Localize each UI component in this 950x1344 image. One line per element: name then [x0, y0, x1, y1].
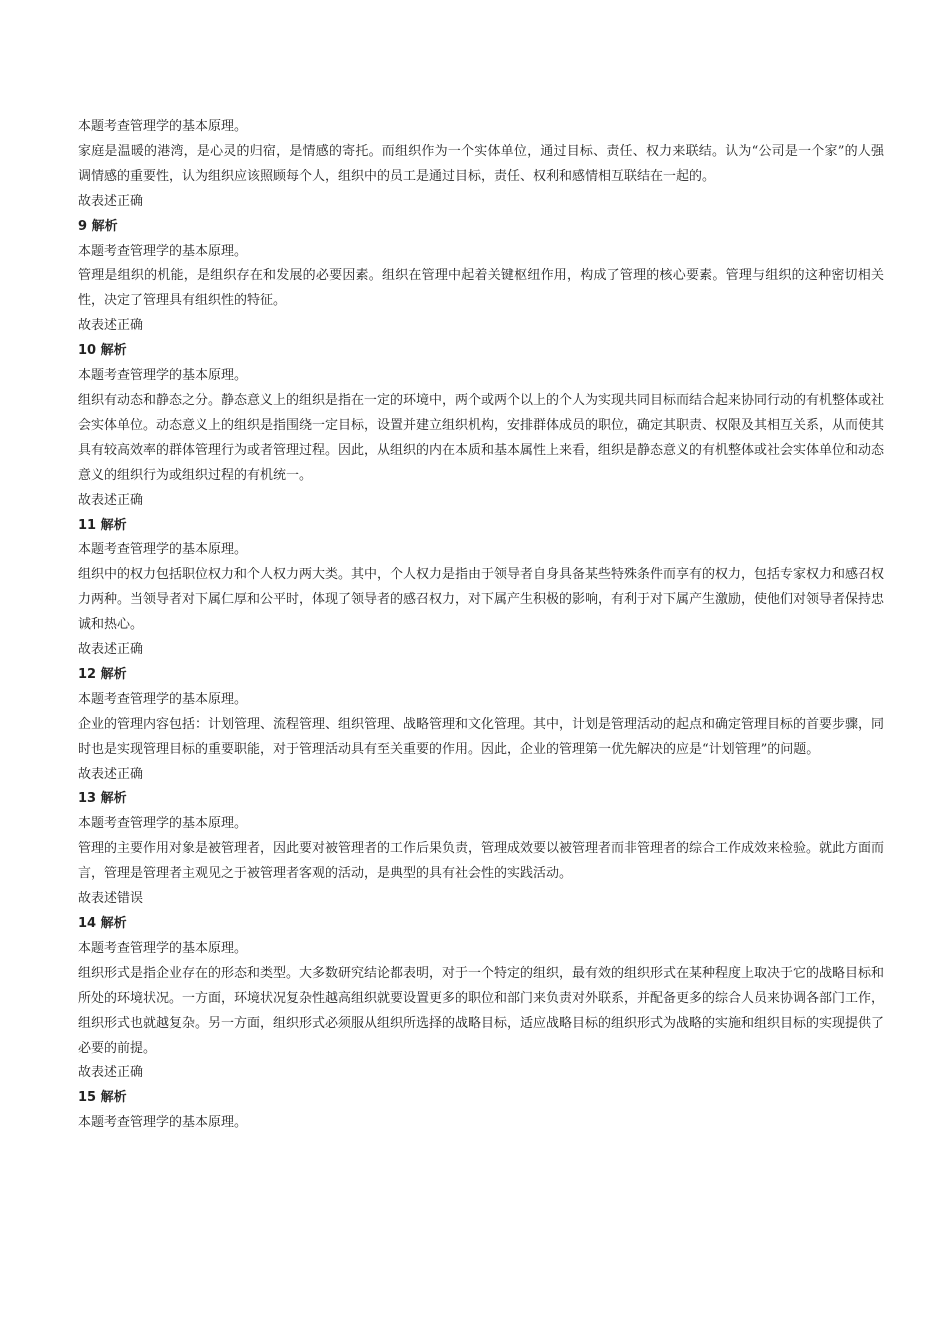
section-heading: 15 解析 [78, 1090, 127, 1106]
section-topic: 本题考查管理学的基本原理。 [78, 691, 248, 707]
section-topic: 本题考查管理学的基本原理。 [78, 542, 248, 558]
intro-explanation: 家庭是温暖的港湾，是心灵的归宿，是情感的寄托。而组织作为一个实体单位，通过目标、责任、权力来联结。认为“公司是一个家”的人强调情感的重要性，认为组织应该照顾每个人，组织中的员工是通过目标，责任、权利和感情相互联结在一起的。 [78, 143, 884, 184]
section-topic: 本题考查管理学的基本原理。 [78, 940, 248, 956]
intro-verdict: 故表述正确 [78, 193, 144, 209]
section-explanation: 管理是组织的机能，是组织存在和发展的必要因素。组织在管理中起着关键枢纽作用，构成了管理的核心要素。管理与组织的这种密切相关性，决定了管理具有组织性的特征。 [78, 268, 884, 309]
section-10 [78, 339, 884, 513]
section-13 [78, 787, 884, 912]
section-explanation: 企业的管理内容包括：计划管理、流程管理、组织管理、战略管理和文化管理。其中，计划是管理活动的起点和确定管理目标的首要步骤，同时也是实现管理目标的重要职能，对于管理活动具有至关重要的作用。因此，企业的管理第一优先解决的应是“计划管理”的问题。 [78, 716, 885, 757]
section-topic: 本题考查管理学的基本原理。 [78, 243, 248, 259]
section-heading: 10 解析 [78, 343, 127, 359]
section-verdict: 故表述正确 [78, 642, 144, 658]
intro-topic: 本题考查管理学的基本原理。 [78, 119, 248, 134]
section-verdict: 故表述正确 [78, 766, 144, 782]
section-heading: 9 解析 [78, 218, 118, 234]
section-verdict: 故表述正确 [78, 492, 144, 508]
section-topic: 本题考查管理学的基本原理。 [78, 1115, 248, 1131]
section-explanation: 组织有动态和静态之分。静态意义上的组织是指在一定的环境中，两个或两个以上的个人为实现共同目标而结合起来协同行动的有机整体或社会实体单位。动态意义上的组织是指围绕一定目标，设置并建立组织机构，安排群体成员的职位，确定其职责、权限及其相互关系，从而使其具有较高效率的群体管理行为或者管理过程。因此，从组织的内在本质和基本属性上来看，组织是静态意义的有机整体或社会实体单位和动态意义的组织行为或组织过程的有机统一。 [78, 392, 885, 483]
section-topic: 本题考查管理学的基本原理。 [78, 368, 248, 384]
section-verdict: 故表述错误 [78, 891, 144, 907]
section-heading: 14 解析 [78, 916, 127, 931]
section-heading: 12 解析 [78, 666, 127, 682]
section-explanation: 管理的主要作用对象是被管理者，因此要对被管理者的工作后果负责，管理成效要以被管理者而非管理者的综合工作成效来检验。就此方面而言，管理是管理者主观见之于被管理者客观的活动，是典型的具有社会性的实践活动。 [78, 841, 885, 882]
section-topic: 本题考查管理学的基本原理。 [78, 816, 248, 832]
section-explanation: 组织形式是指企业存在的形态和类型。大多数研究结论都表明，对于一个特定的组织，最有效的组织形式在某种程度上取决于它的战略目标和所处的环境状况。一方面，环境状况复杂性越高组织就要设置更多的职位和部门来负责对外联系，并配备更多的综合人员来协调各部门工作，组织形式也就越复杂。另一方面，组织形式必须服从组织所选择的战略目标，适应战略目标的组织形式为战略的实施和组织目标的实现提供了必要的前提。 [78, 965, 885, 1056]
section-14 [78, 912, 884, 1086]
section-9 [78, 215, 884, 340]
section-verdict: 故表述正确 [78, 1065, 144, 1081]
section-15 [78, 1086, 884, 1136]
section-11 [78, 514, 884, 663]
section-12 [78, 663, 884, 788]
section-verdict: 故表述正确 [78, 318, 144, 334]
section-heading: 11 解析 [78, 517, 127, 533]
document-page [78, 115, 884, 1136]
section-heading: 13 解析 [78, 791, 127, 807]
section-explanation: 组织中的权力包括职位权力和个人权力两大类。其中，个人权力是指由于领导者自身具备某些特殊条件而享有的权力，包括专家权力和感召权力两种。当领导者对下属仁厚和公平时，体现了领导者的感召权力，对下属产生积极的影响，有利于对下属产生激励，使他们对领导者保持忠诚和热心。 [78, 567, 885, 633]
